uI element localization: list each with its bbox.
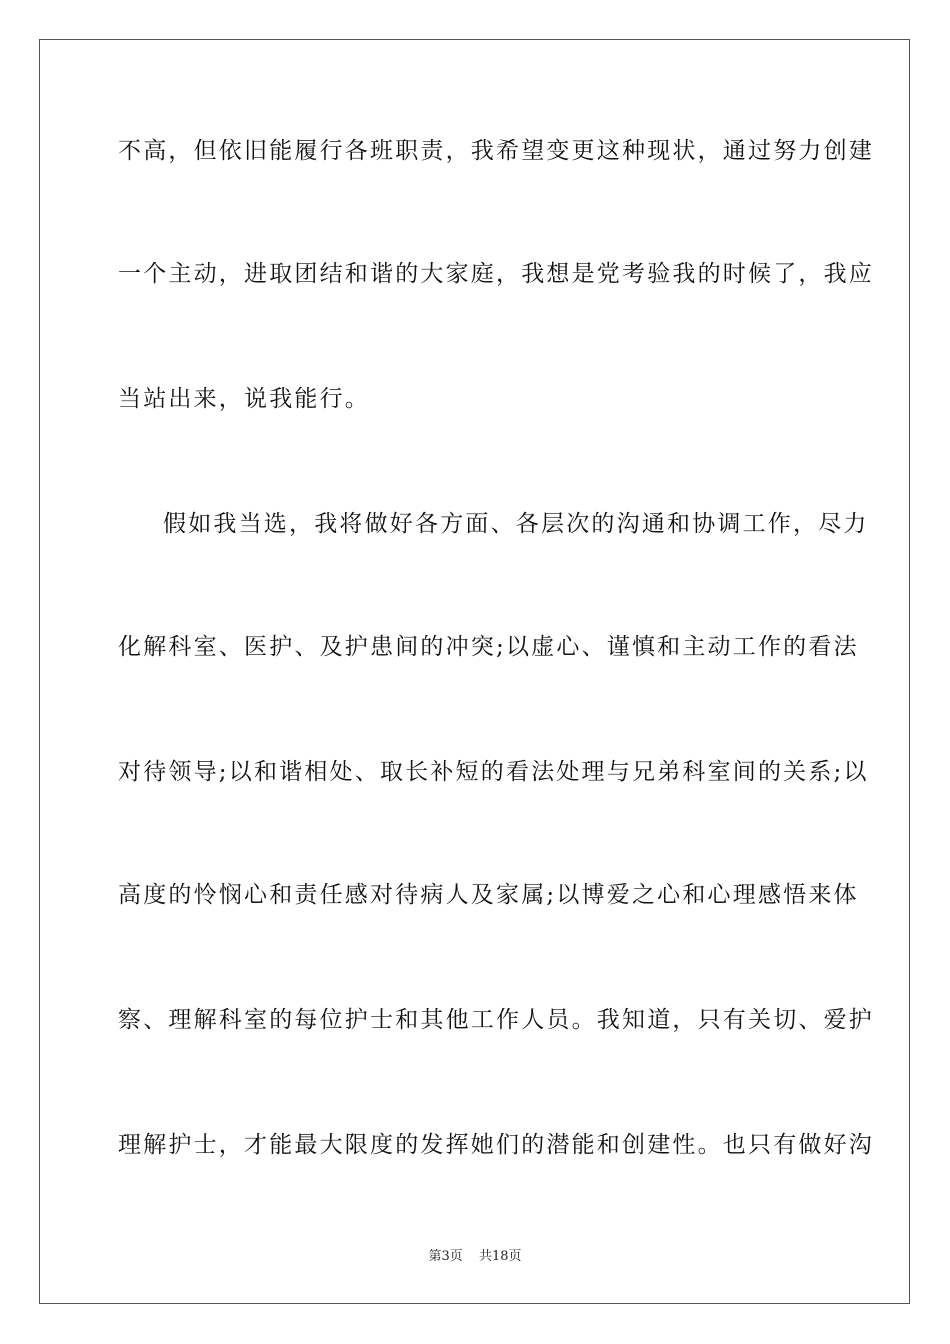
text-line-9: 理解护士，才能最大限度的发挥她们的潜能和创建性。也只有做好沟 [118, 1132, 874, 1158]
page-count: 共18页 [478, 1249, 522, 1264]
text-line-8: 察、理解科室的每位护士和其他工作人员。我知道，只有关切、爱护 [118, 1007, 874, 1033]
text-line-5: 化解科室、医护、及护患间的冲突;以虚心、谨慎和主动工作的看法 [118, 634, 859, 660]
paragraph-start-line: 假如我当选，我将做好各方面、各层次的沟通和协调工作，尽力 [163, 511, 869, 537]
text-line-6: 对待领导;以和谐相处、取长补短的看法处理与兄弟科室间的关系;以 [118, 759, 869, 785]
text-line-2: 一个主动，进取团结和谐的大家庭，我想是党考验我的时候了，我应 [118, 261, 874, 287]
page-number: 第3页 [428, 1249, 463, 1264]
text-line-3: 当站出来，说我能行。 [118, 386, 370, 412]
text-line-7: 高度的怜悯心和责任感对待病人及家属;以博爱之心和心理感悟来体 [118, 882, 859, 908]
page-border [39, 39, 910, 1304]
page-footer [0, 1249, 950, 1265]
text-line-1: 不高，但依旧能履行各班职责，我希望变更这种现状，通过努力创建 [118, 138, 874, 164]
